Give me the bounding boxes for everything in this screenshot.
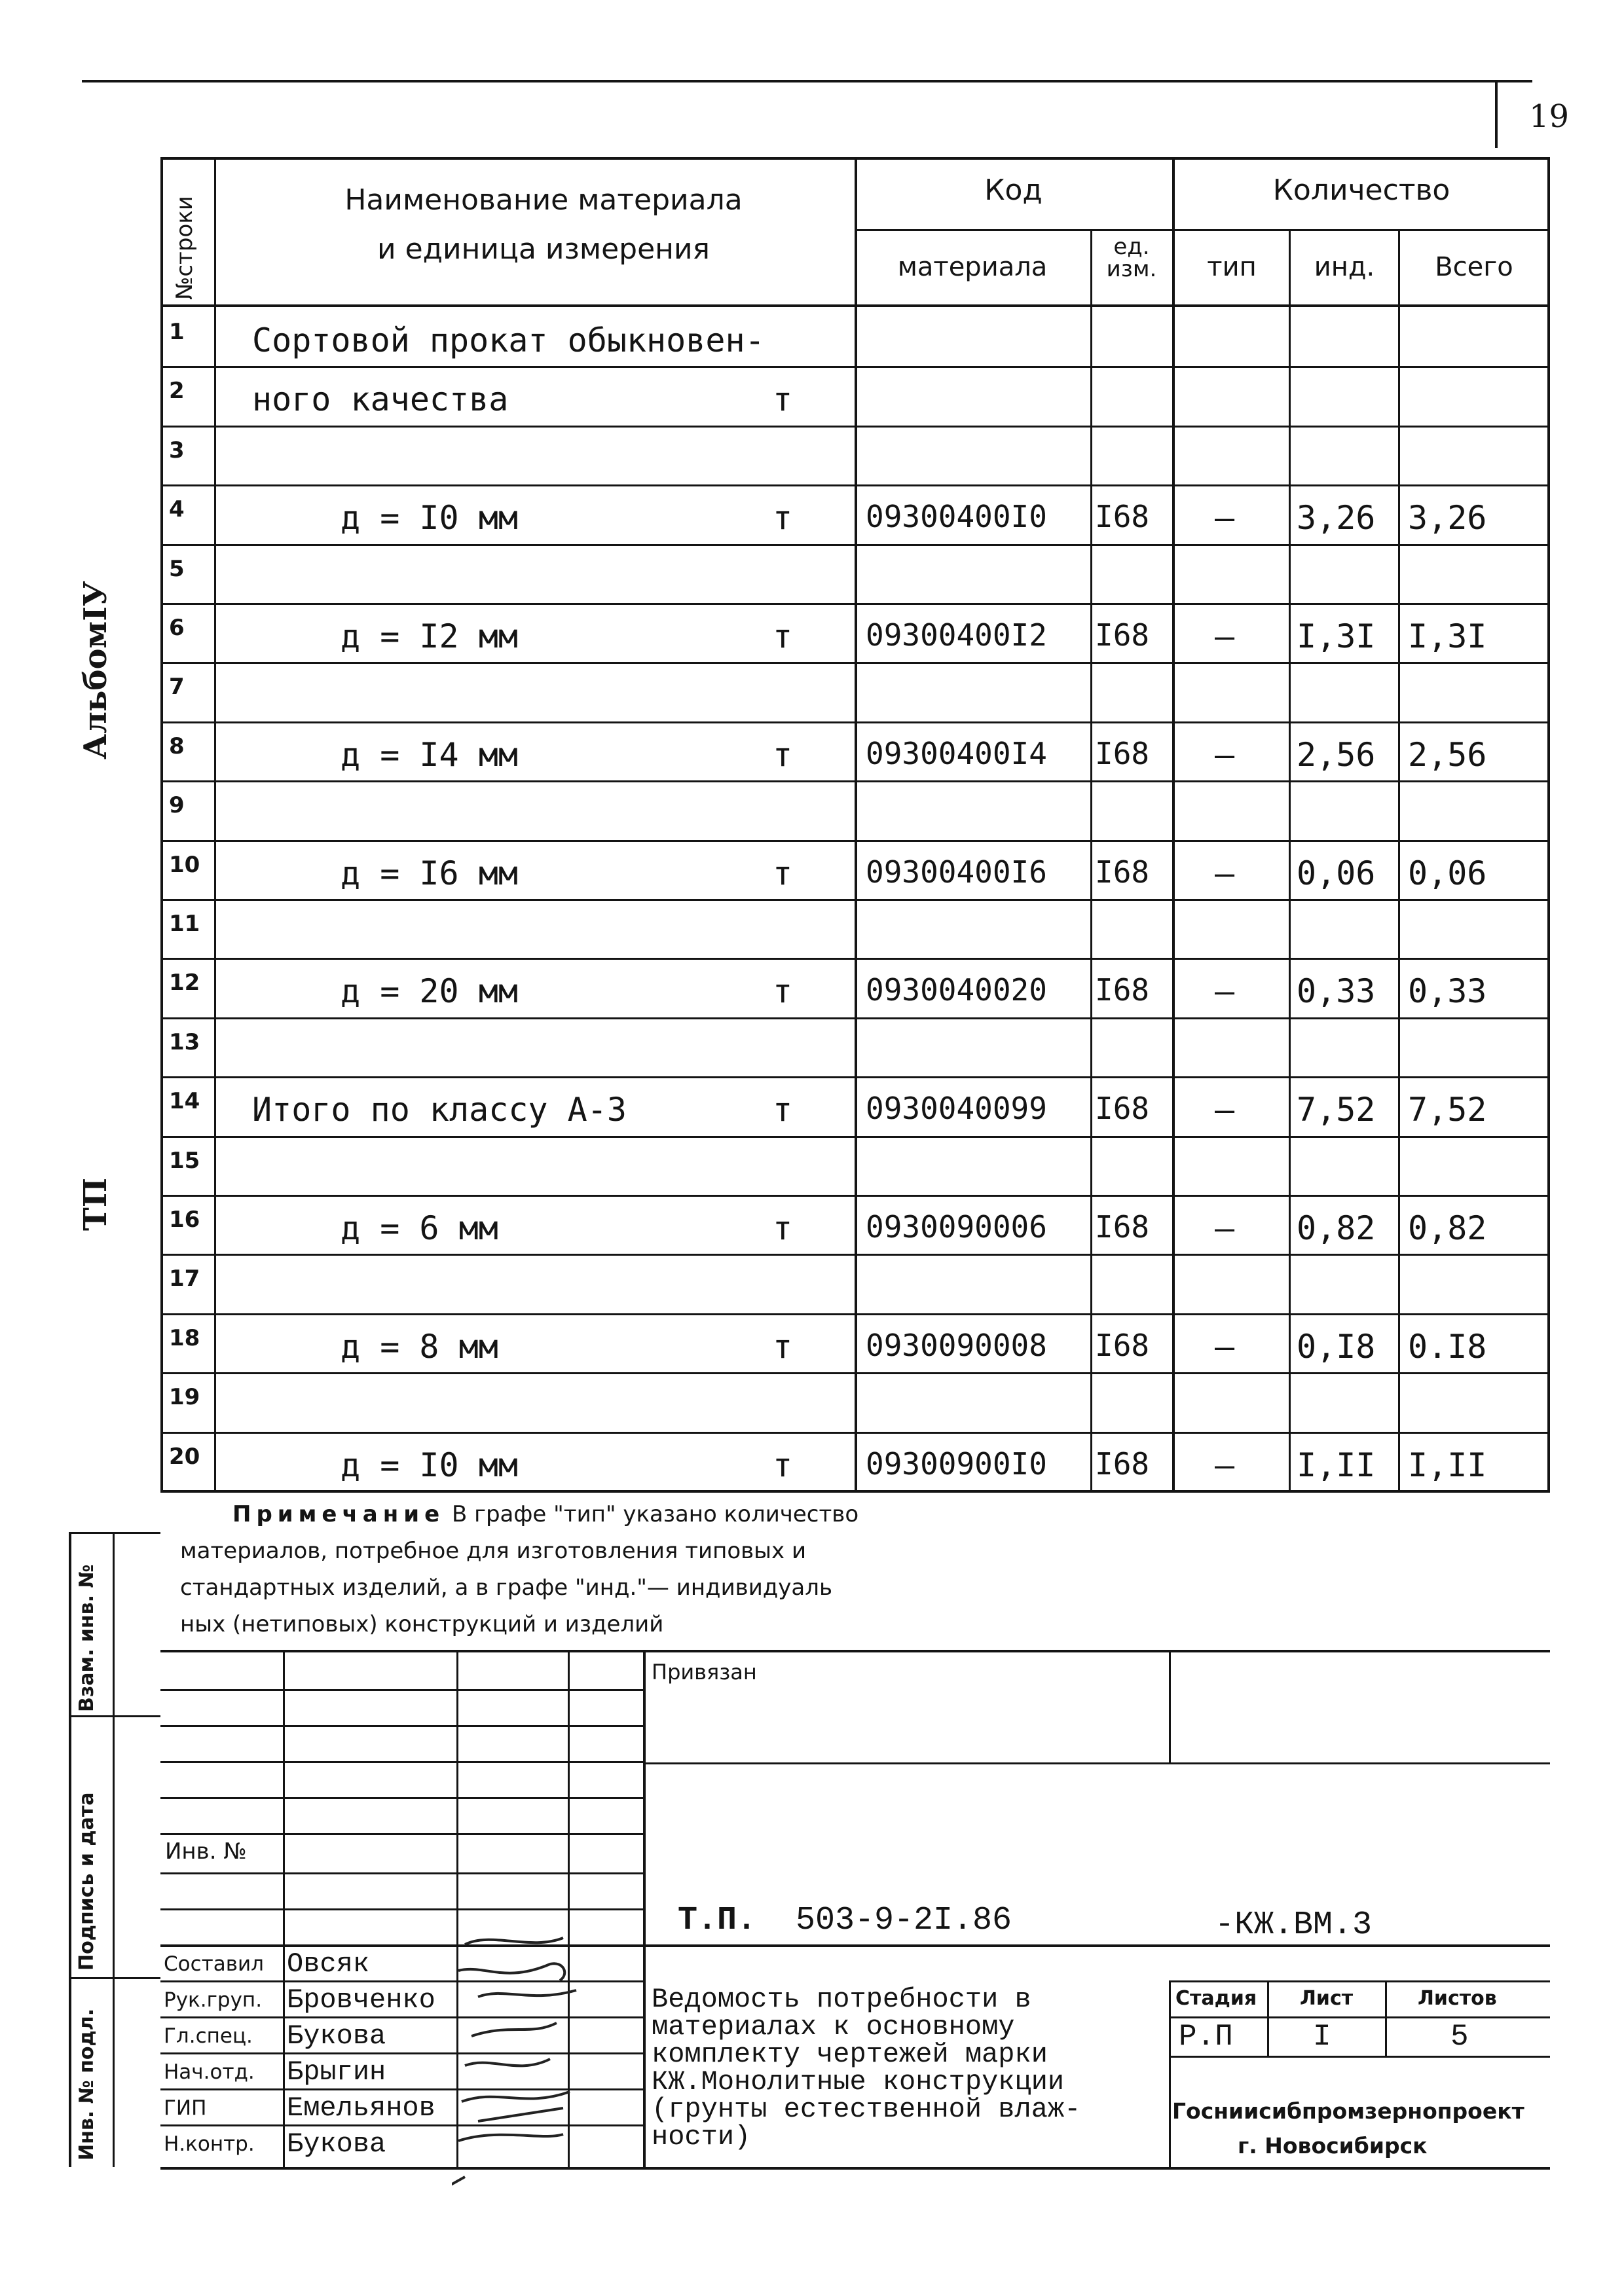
- row-separator: [160, 780, 1550, 782]
- row-name: ного качества: [252, 380, 509, 419]
- row-number: 8: [169, 733, 185, 759]
- row-separator: [160, 662, 1550, 664]
- signatures-graphic: [452, 1925, 583, 2232]
- stamp-privyazan-bottom: [645, 1762, 1550, 1764]
- stamp-h3: [160, 1761, 645, 1763]
- stamp-stage: Р.П: [1179, 2020, 1233, 2054]
- row-number: 15: [169, 1147, 200, 1174]
- stamp-stage-left: [1169, 1980, 1171, 2167]
- header-row-no: №строки: [172, 196, 198, 300]
- table-border-left: [160, 157, 163, 1493]
- stamp-h8: [160, 1944, 1550, 1947]
- row-qty-total: 0.I8: [1408, 1327, 1487, 1366]
- row-qty-type: –: [1215, 735, 1235, 774]
- stamp-h6: [160, 1872, 645, 1874]
- row-number: 19: [169, 1384, 200, 1411]
- row-separator: [160, 899, 1550, 901]
- header-qty-type: тип: [1207, 252, 1257, 282]
- stamp-role-label: Нач.отд.: [164, 2060, 255, 2084]
- row-code: 09300900I0: [866, 1446, 1047, 1482]
- row-code: 0930040099: [866, 1091, 1047, 1127]
- stamp-left-col: [69, 1532, 71, 2167]
- row-unit-code: I68: [1095, 1091, 1150, 1127]
- row-unit-code: I68: [1095, 854, 1150, 890]
- row-separator: [160, 840, 1550, 842]
- stamp-privyazan: Привязан: [652, 1660, 757, 1685]
- row-name: д = I4 мм: [341, 735, 518, 774]
- row-separator: [160, 603, 1550, 605]
- stamp-doc-left: Т.П.: [678, 1902, 757, 1939]
- row-qty-total: 7,52: [1408, 1091, 1487, 1129]
- header-qty-ind: инд.: [1314, 252, 1375, 282]
- row-qty-type: –: [1215, 1446, 1235, 1484]
- row-separator: [160, 484, 1550, 486]
- stamp-title-line: Ведомость потребности в: [652, 1984, 1031, 2015]
- stamp-stage-mid: [1169, 2016, 1550, 2018]
- row-separator: [160, 544, 1550, 546]
- row-code: 09300400I2: [866, 617, 1047, 653]
- row-unit: т: [773, 1446, 793, 1484]
- stamp-role-name: Брыгин: [287, 2056, 386, 2088]
- row-qty-ind: I,II: [1297, 1446, 1376, 1484]
- row-qty-total: 0,33: [1408, 972, 1487, 1011]
- stamp-sheets: 5: [1450, 2020, 1469, 2054]
- row-separator: [160, 1136, 1550, 1138]
- header-qty: Количество: [1272, 173, 1450, 207]
- header-name-sub: и единица измерения: [377, 232, 710, 266]
- header-sub-rule: [855, 229, 1550, 231]
- row-separator: [160, 426, 1550, 428]
- row-qty-ind: I,3I: [1297, 617, 1376, 655]
- stamp-title-line: ности): [652, 2121, 751, 2153]
- stamp-title-line: КЖ.Монолитные конструкции: [652, 2066, 1065, 2098]
- col-line-ind: [1398, 229, 1400, 1493]
- header-bottom-rule: [160, 304, 1550, 307]
- stamp-stage-v1: [1267, 1980, 1269, 2056]
- row-number: 16: [169, 1207, 200, 1233]
- stamp-h5: [160, 1833, 645, 1835]
- stamp-stage-bottom: [1169, 2056, 1550, 2058]
- row-separator: [160, 366, 1550, 368]
- row-number: 17: [169, 1266, 200, 1292]
- row-code: 0930090006: [866, 1209, 1047, 1245]
- row-code: 0930090008: [866, 1327, 1047, 1363]
- stamp-role-name: Емельянов: [287, 2092, 435, 2124]
- row-number: 10: [169, 851, 200, 878]
- stamp-side-sep1: [69, 1532, 160, 1534]
- note-line2: материалов, потребное для изготовления типовых и: [180, 1538, 807, 1564]
- stamp-role-name: Овсяк: [287, 1948, 370, 1980]
- row-unit: т: [773, 735, 793, 774]
- stamp-side-sep3: [69, 1977, 160, 1979]
- row-qty-type: –: [1215, 617, 1235, 655]
- row-name: д = I0 мм: [341, 499, 518, 538]
- row-separator: [160, 1195, 1550, 1197]
- row-name: д = 20 мм: [341, 972, 518, 1011]
- album-label: АльбомIУ: [77, 581, 114, 759]
- row-number: 20: [169, 1443, 200, 1470]
- table-border-right: [1547, 157, 1550, 1493]
- row-code: 09300400I0: [866, 499, 1047, 535]
- stamp-privyazan-sep: [1169, 1650, 1171, 1764]
- stamp-left-col2: [113, 1532, 115, 2167]
- row-separator: [160, 1076, 1550, 1078]
- row-unit: т: [773, 1327, 793, 1366]
- row-unit-code: I68: [1095, 1327, 1150, 1363]
- stamp-role-label: Составил: [164, 1952, 264, 1976]
- row-qty-type: –: [1215, 1091, 1235, 1129]
- col-line-rownum: [214, 157, 216, 1493]
- row-name: Итого по классу А-3: [252, 1091, 627, 1129]
- header-name-title: Наименование материала: [344, 183, 743, 217]
- row-name: д = 8 мм: [341, 1327, 498, 1366]
- col-line-code: [855, 157, 857, 1493]
- row-qty-total: I,II: [1408, 1446, 1487, 1484]
- row-qty-type: –: [1215, 1209, 1235, 1247]
- row-unit-code: I68: [1095, 499, 1150, 535]
- stamp-bottom-rule: [160, 2167, 1550, 2170]
- header-code-unit: ед. изм.: [1106, 234, 1157, 282]
- stamp-inv-no: Инв. №: [165, 1838, 247, 1865]
- row-number: 14: [169, 1088, 200, 1115]
- stamp-top-rule: [160, 1650, 1550, 1652]
- stamp-title-line: материалах к основному: [652, 2011, 1015, 2043]
- row-qty-total: 0,06: [1408, 854, 1487, 892]
- row-number: 3: [169, 437, 185, 464]
- row-qty-total: 2,56: [1408, 735, 1487, 774]
- stamp-role-label: Н.контр.: [164, 2132, 255, 2156]
- row-number: 9: [169, 792, 185, 819]
- row-qty-ind: 0,82: [1297, 1209, 1376, 1247]
- row-name: д = I0 мм: [341, 1446, 518, 1484]
- stamp-title-line: (грунты естественной влаж-: [652, 2094, 1081, 2125]
- row-qty-ind: 0,I8: [1297, 1327, 1376, 1366]
- row-unit: т: [773, 972, 793, 1011]
- stamp-side-podpis: Подпись и дата: [75, 1792, 98, 1971]
- note: [164, 1496, 1408, 1643]
- row-unit-code: I68: [1095, 617, 1150, 653]
- row-qty-total: I,3I: [1408, 617, 1487, 655]
- stamp-title-line: комплекту чертежей марки: [652, 2039, 1048, 2070]
- row-separator: [160, 1017, 1550, 1019]
- row-qty-ind: 0,06: [1297, 854, 1376, 892]
- row-separator: [160, 1313, 1550, 1315]
- row-number: 11: [169, 911, 200, 937]
- row-number: 6: [169, 615, 185, 641]
- stamp-role-label: Рук.груп.: [164, 1988, 263, 2012]
- row-unit: т: [773, 617, 793, 655]
- stamp-stage-label: Стадия: [1175, 1987, 1257, 2010]
- row-qty-ind: 2,56: [1297, 735, 1376, 774]
- stamp-role-name: Букова: [287, 2020, 386, 2052]
- stamp-h7: [160, 1908, 645, 1910]
- stamp-h1: [160, 1689, 645, 1691]
- row-separator: [160, 1372, 1550, 1374]
- col-line-unit: [1090, 229, 1092, 1493]
- header-code: Код: [984, 173, 1043, 207]
- tp-label: ТП: [77, 1177, 114, 1231]
- page-number: 19: [1529, 98, 1570, 135]
- row-name: д = 6 мм: [341, 1209, 498, 1247]
- stamp-role-label: ГИП: [164, 2096, 207, 2120]
- row-number: 5: [169, 555, 185, 582]
- row-number: 18: [169, 1324, 200, 1351]
- row-qty-type: –: [1215, 972, 1235, 1011]
- stamp-doc-mid: 503-9-2I.86: [796, 1902, 1012, 1939]
- stamp-stage-v2: [1385, 1980, 1387, 2056]
- row-number: 4: [169, 496, 185, 523]
- row-qty-ind: 0,33: [1297, 972, 1376, 1011]
- row-number: 12: [169, 970, 200, 996]
- stamp-city: г. Новосибирск: [1238, 2133, 1428, 2159]
- row-unit: т: [773, 854, 793, 892]
- stamp-sheets-label: Листов: [1418, 1987, 1497, 2010]
- row-name: Сортовой прокат обыкновен-: [252, 321, 765, 359]
- stamp-sheet: I: [1313, 2020, 1331, 2054]
- row-qty-total: 3,26: [1408, 499, 1487, 538]
- row-separator: [160, 958, 1550, 960]
- note-lead: Примечание: [232, 1501, 445, 1527]
- row-name: д = I2 мм: [341, 617, 518, 655]
- col-line-type: [1289, 229, 1291, 1493]
- row-unit: т: [773, 499, 793, 538]
- row-number: 2: [169, 378, 185, 405]
- header-qty-total: Всего: [1435, 252, 1513, 282]
- stamp-side-inv: Инв. № подл.: [75, 2008, 98, 2160]
- row-qty-type: –: [1215, 1327, 1235, 1366]
- note-line1: В графе "тип" указано количество: [445, 1501, 859, 1527]
- stamp-stage-top: [1169, 1980, 1550, 1982]
- stamp-role-name: Бровченко: [287, 1984, 435, 2016]
- row-qty-type: –: [1215, 854, 1235, 892]
- row-unit: т: [773, 380, 793, 419]
- row-unit-code: I68: [1095, 1209, 1150, 1245]
- note-line4: ных (нетиповых) конструкций и изделий: [180, 1611, 664, 1637]
- row-unit: т: [773, 1209, 793, 1247]
- row-code: 0930040020: [866, 972, 1047, 1008]
- stamp-h2: [160, 1725, 645, 1727]
- stamp-side-vzam: Взам. инв. №: [75, 1564, 98, 1712]
- page-number-box-left: [1495, 82, 1498, 148]
- stamp-role-label: Гл.спец.: [164, 2024, 253, 2048]
- row-separator: [160, 721, 1550, 723]
- row-unit-code: I68: [1095, 1446, 1150, 1482]
- row-separator: [160, 1254, 1550, 1256]
- row-unit: т: [773, 1091, 793, 1129]
- row-qty-ind: 3,26: [1297, 499, 1376, 538]
- row-unit-code: I68: [1095, 735, 1150, 771]
- row-separator: [160, 1432, 1550, 1434]
- top-rule: [82, 80, 1532, 82]
- row-number: 7: [169, 674, 185, 701]
- header-code-material: материала: [897, 252, 1048, 282]
- stamp-sheet-label: Лист: [1300, 1987, 1354, 2010]
- stamp-role-name: Букова: [287, 2128, 386, 2160]
- row-qty-total: 0,82: [1408, 1209, 1487, 1247]
- row-qty-type: –: [1215, 499, 1235, 538]
- row-code: 09300400I6: [866, 854, 1047, 890]
- row-qty-ind: 7,52: [1297, 1091, 1376, 1129]
- stamp-side-sep2: [69, 1715, 160, 1717]
- col-line-qty: [1172, 157, 1175, 1493]
- note-line3: стандартных изделий, а в графе "инд."— индивидуаль: [180, 1575, 833, 1601]
- row-name: д = I6 мм: [341, 854, 518, 892]
- stamp-org: Госниисибпромзернопроект: [1172, 2098, 1524, 2124]
- row-number: 13: [169, 1029, 200, 1055]
- row-code: 09300400I4: [866, 735, 1047, 771]
- stamp-doc-right: -КЖ.ВМ.3: [1215, 1906, 1373, 1944]
- row-number: 1: [169, 319, 185, 345]
- stamp-h4: [160, 1797, 645, 1799]
- row-unit-code: I68: [1095, 972, 1150, 1008]
